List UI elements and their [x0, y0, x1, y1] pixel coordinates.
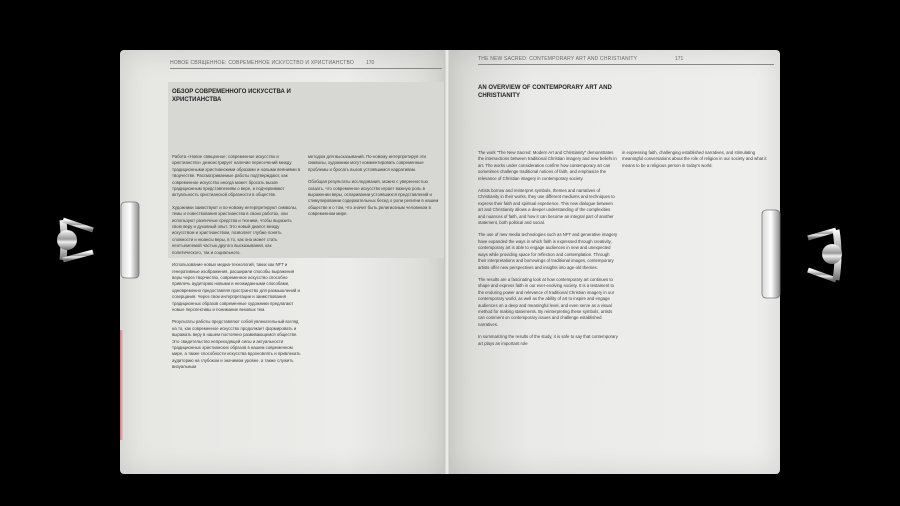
right-paragraph: The work "The New Sacred: Modern Art and Christianity" demonstrates the intersections between traditional Christian imagery and new beliefs in art. The works under consideration confirm how contemporary art can sometimes challenge traditional notions of faith, and emphasize the relevance of Christian imagery in contemporary society. — [478, 150, 617, 181]
left-header-rule — [170, 68, 442, 69]
right-paragraph: In summarizing the results of the study, it is safe to say that contemporary art plays an important role — [478, 334, 618, 346]
left-paragraph: Работа «Новое священное: современное искусство и христианство» демонстрирует наличие пересечений между традиционными христианскими образами и новыми веяниями в творчестве. Рассматриваемые работы подтверждают, как современное искусство иногда может бросать вызов традиционным представлениям о вере, и подчеркивают актуальность христианской образности в обществе. — [172, 154, 301, 198]
left-column-1 — [172, 154, 302, 377]
book-spine — [444, 50, 450, 474]
left-binder-clip — [55, 200, 145, 280]
left-paragraph: Использование новых медиа-технологий, таких как NFT и генеративные изображения, расширили способы выражения веры через творчество, современное искусство способно привлечь аудиторию новыми и неожиданными способами, одновременно предоставляя пространство для размышлений и созерцания. Через свои интерпретации и заимствования традиционных образов современные художники предлагают новые перспективы и понимание вековых тем. — [172, 262, 300, 312]
right-page-number: 171 — [675, 56, 684, 62]
left-heading: ОБЗОР СОВРЕМЕННОГО ИСКУССТВА И ХРИСТИАНСТВА — [172, 89, 291, 103]
right-binder-clip — [752, 208, 848, 300]
right-header-rule — [478, 64, 774, 65]
page-edge-tint — [120, 330, 124, 440]
left-paragraph: методом для высказываний. По-новому интерпретируя эти символы, художники могут комментировать современные проблемы и бросать вызов устоявшимся нарративам. — [308, 154, 426, 172]
right-paragraph: in expressing faith, challenging established narratives, and stimulating meaningful conversations about the role of religion in our society and what it means to be a religious person in today's world. — [622, 150, 767, 168]
left-running-head: НОВОЕ СВЯЩЕННОЕ: СОВРЕМЕННОЕ ИСКУССТВО И ХРИСТИАНСТВО — [170, 60, 354, 66]
left-column-2 — [308, 154, 442, 224]
right-column-1 — [478, 150, 618, 353]
right-paragraph: The results are a fascinating look at how contemporary art continues to shape and express faith in our ever-evolving society. It is a testament to the enduring power and relevance of traditional Christian imagery in our contemporary world, as well as the ability of art to inspire and engage audiences on a deep and meaningful level, and even serve as a visual method for making statements. By reinterpreting these symbols, artists can comment on contemporary issues and challenge established narratives. — [478, 276, 615, 327]
left-paragraph: Обобщая результаты исследования, можно с уверенностью сказать, что современное искусство играет важную роль в выражении веры, оспаривании устоявшихся представлений и стимулировании содержательных бесед о роли религии в нашем обществе и о том, что значит быть религиозным человеком в современном мире. — [308, 179, 439, 217]
left-paragraph: Результаты работы представляют собой увлекательный взгляд на то, как современное искусство продолжает формировать и выражать веру в нашем постоянно развивающемся обществе. Это свидетельство непреходящей силы и актуальности традиционных христианских образов в нашем современном мире, а также способности искусства вдохновлять и привлекать аудиторию на глубоком и значимом уровне, а также служить визуальным — [172, 319, 301, 370]
right-paragraph: Artists borrow and reinterpret symbols, themes and narratives of Christianity in their works, they use different mediums and techniques to express their faith and spiritual experience. This new dialogue between art and Christianity allows a deeper understanding of the complexities and nuances of faith, and how it can become an integral part of another statement, both political and social. — [478, 188, 615, 226]
right-column-2 — [622, 150, 772, 175]
right-running-head: THE NEW SACRED: CONTEMPORARY ART AND CHRISTIANITY — [478, 56, 638, 62]
left-paragraph: Художники заимствуют и по-новому интерпретируют символы, темы и повествования христианства в своих работах, они используют различные средства и техники, чтобы выразить свою веру и духовный опыт. Это новый диалог между искусством и христианством, позволяет глубже понять сложности и нюансы веры, в то, как она может стать неотъемлемой частью другого высказывания, как политического, так и социального. — [172, 204, 298, 255]
left-page-number: 170 — [366, 60, 375, 66]
right-paragraph: The use of new media technologies such as NFT and generative imagery have expanded the ways in which faith is expressed through creativity, contemporary art is able to engage audiences in new and unexpected ways while providing space for reflection and contemplation. Through their interpretations and borrowings of traditional images, contemporary artists offer new perspectives and insights into age-old themes. — [478, 232, 618, 270]
right-heading: AN OVERVIEW OF CONTEMPORARY ART AND CHRISTIANITY — [478, 85, 612, 99]
